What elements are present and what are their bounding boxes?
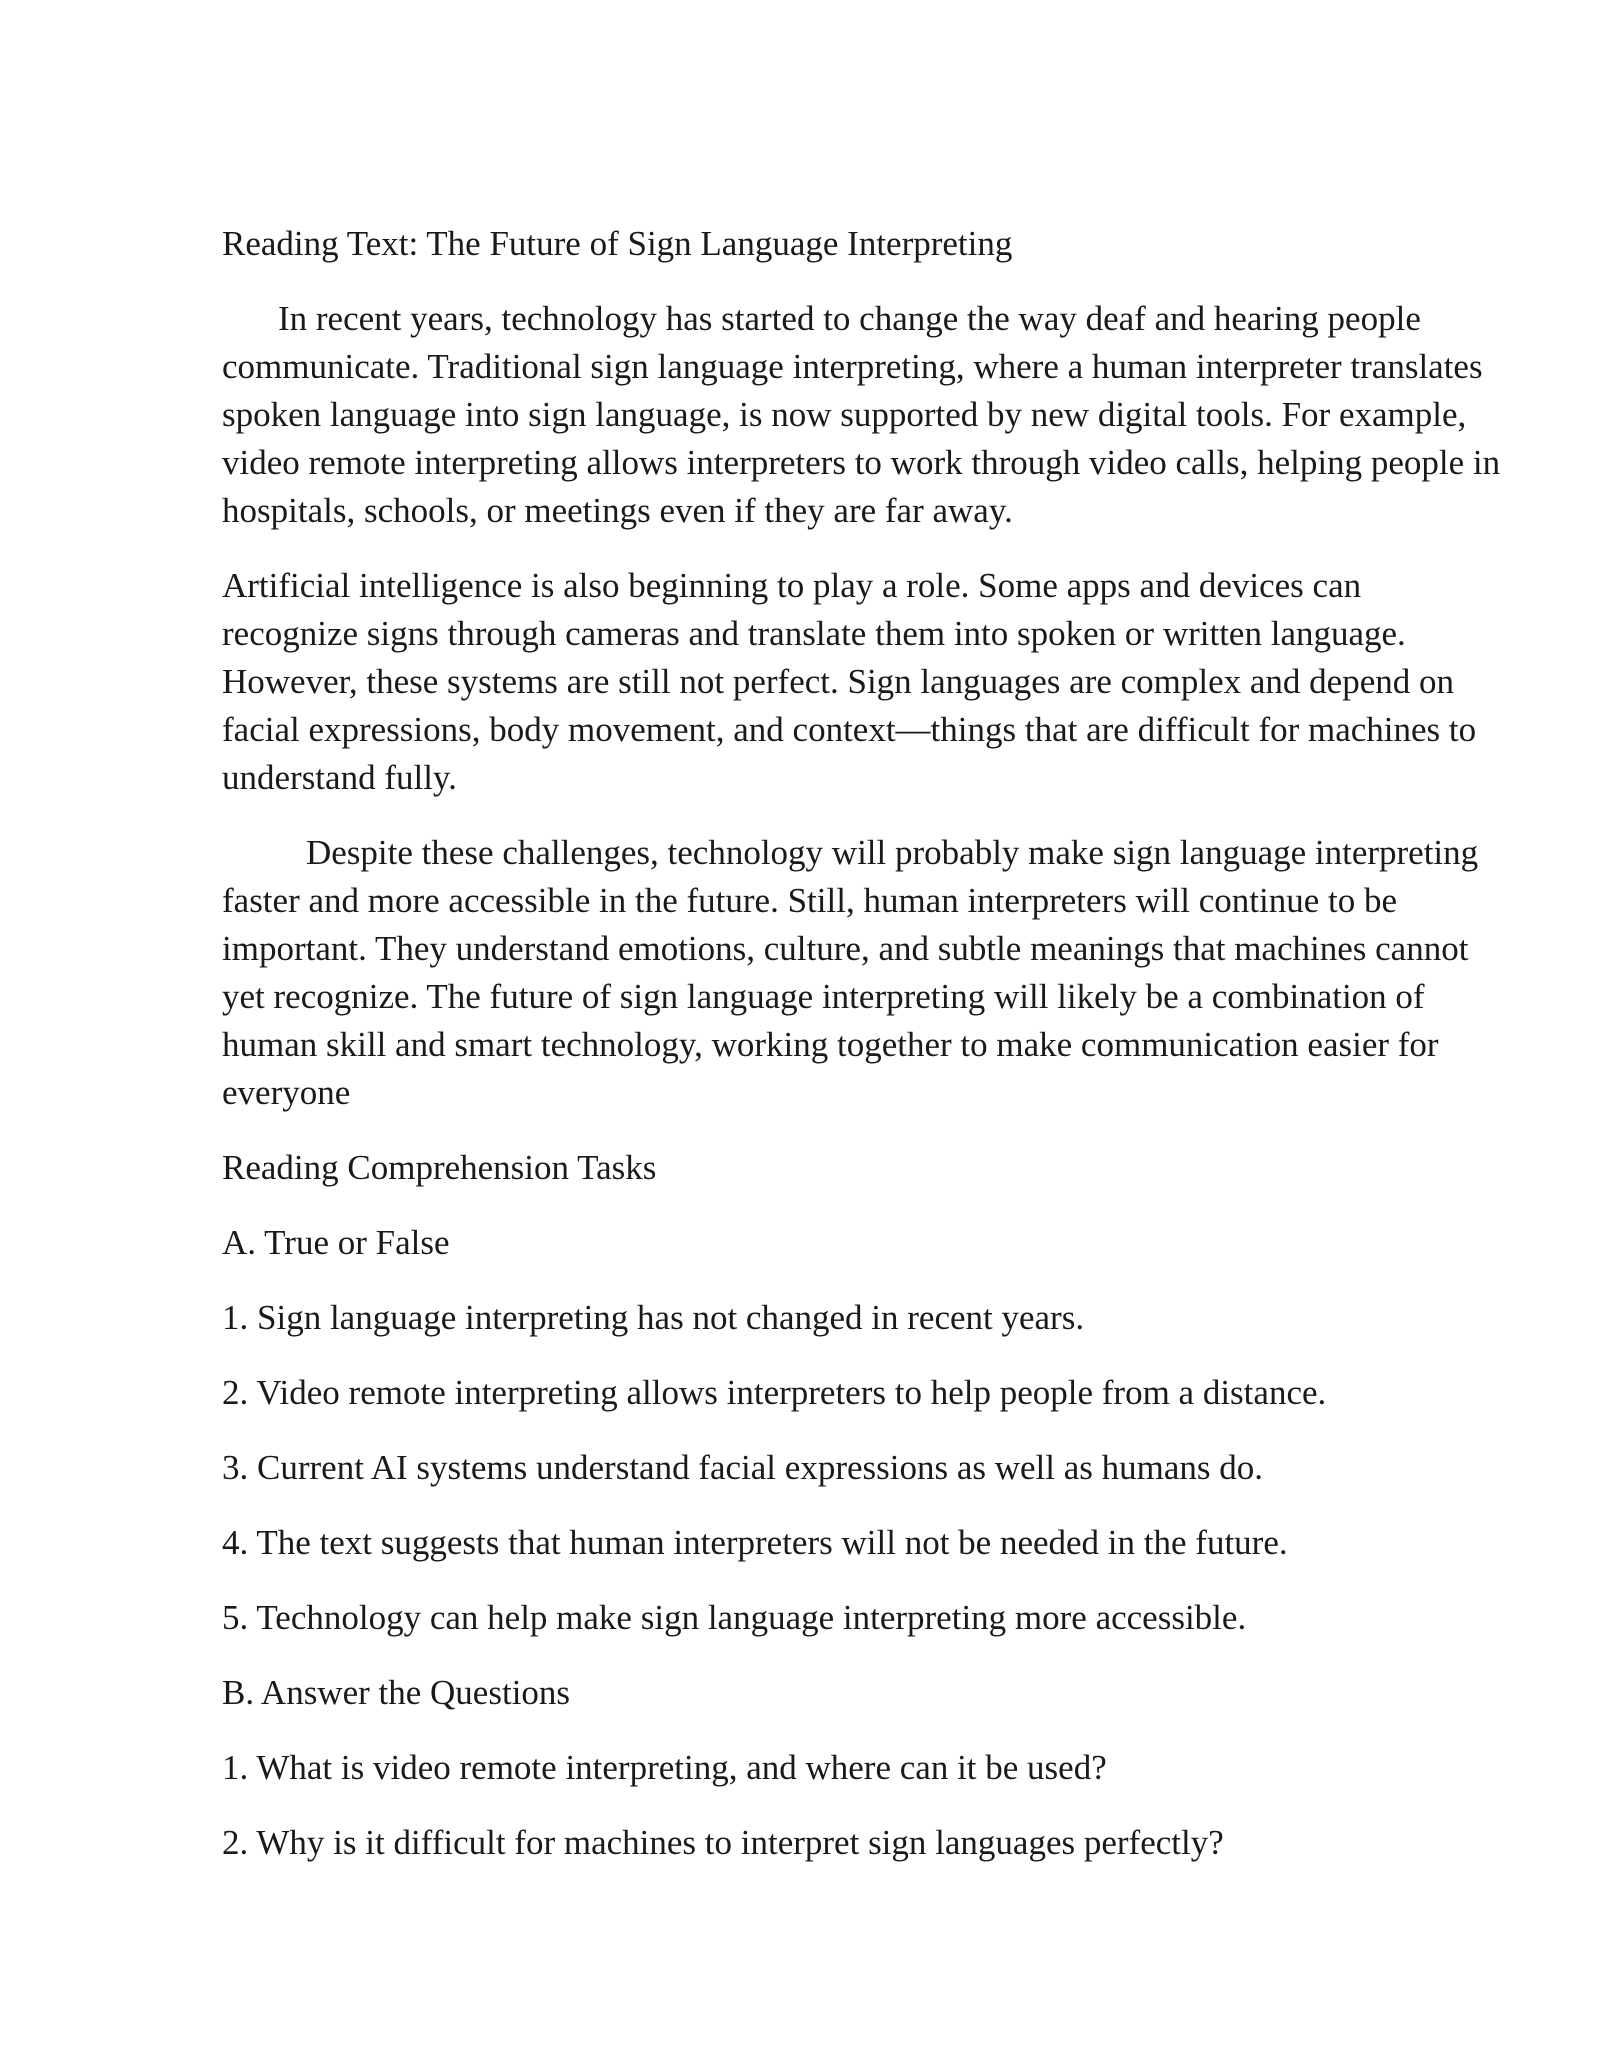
true-false-item: 2. Video remote interpreting allows interpreters to help people from a distance. [222, 1373, 1327, 1412]
question-item: 1. What is video remote interpreting, and where can it be used? [222, 1748, 1107, 1787]
paragraph-future-outlook: Despite these challenges, technology will probably make sign language interpreting faster and more accessible in the future. Still, human interpreters will continue to be important. They understand emotions, culture, and subtle meanings that machines cannot yet recognize. The future of sign language interpreting will likely be a combination of human skill and smart technology, working together to make communication easier for everyone [222, 833, 1479, 1112]
document-body [222, 220, 1502, 1894]
question-item: 2. Why is it difficult for machines to interpret sign languages perfectly? [222, 1823, 1224, 1862]
paragraph-artificial-intelligence: Artificial intelligence is also beginning to play a role. Some apps and devices can recognize signs through cameras and translate them into spoken or written language. However, these systems are still not perfect. Sign languages are complex and depend on facial expressions, body movement, and context—things that are difficult for machines to understand fully. [222, 566, 1477, 797]
true-false-heading: A. True or False [222, 1223, 450, 1262]
tasks-heading: Reading Comprehension Tasks [222, 1148, 657, 1187]
true-false-item: 1. Sign language interpreting has not changed in recent years. [222, 1298, 1085, 1337]
true-false-item: 3. Current AI systems understand facial expressions as well as humans do. [222, 1448, 1264, 1487]
true-false-item: 5. Technology can help make sign language interpreting more accessible. [222, 1598, 1247, 1637]
paragraph-technology-change: In recent years, technology has started to change the way deaf and hearing people communicate. Traditional sign language interpreting, where a human interpreter translates spoken language into sign language, is now supported by new digital tools. For example, video remote interpreting allows interpreters to work through video calls, helping people in hospitals, schools, or meetings even if they are far away. [222, 299, 1501, 530]
questions-heading: B. Answer the Questions [222, 1673, 571, 1712]
document-title: Reading Text: The Future of Sign Language Interpreting [222, 224, 1013, 263]
true-false-item: 4. The text suggests that human interpreters will not be needed in the future. [222, 1523, 1288, 1562]
